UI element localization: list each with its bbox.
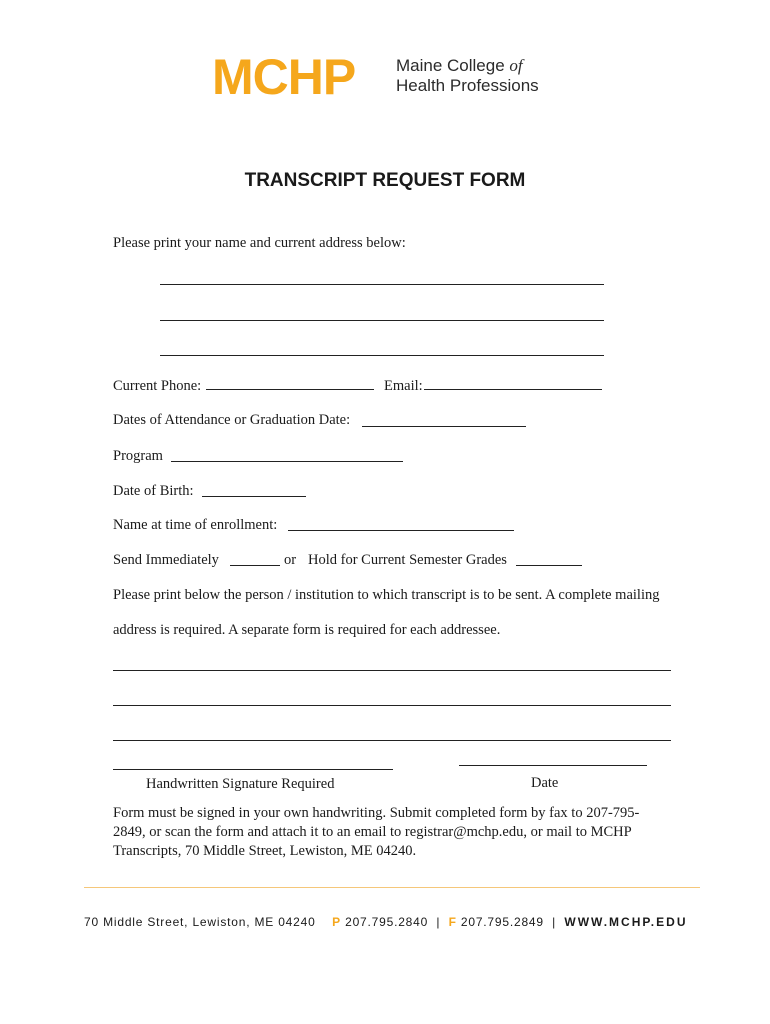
address-line-1[interactable]	[160, 284, 604, 285]
recipient-line-1[interactable]	[113, 670, 671, 671]
dates-field[interactable]	[362, 426, 526, 427]
enrollment-name-label: Name at time of enrollment:	[113, 517, 278, 533]
recipient-instructions-line2: address is required. A separate form is required for each addressee.	[113, 622, 501, 638]
recipient-line-2[interactable]	[113, 705, 671, 706]
address-line-3[interactable]	[160, 355, 604, 356]
recipient-line-3[interactable]	[113, 740, 671, 741]
footer-separator-1: |	[436, 915, 441, 929]
address-line-2[interactable]	[160, 320, 604, 321]
hold-label: Hold for Current Semester Grades	[308, 552, 507, 568]
date-label: Date	[531, 775, 559, 791]
enrollment-name-field[interactable]	[288, 530, 514, 531]
logo-line2: Health Professions	[396, 76, 539, 95]
date-field[interactable]	[459, 765, 647, 766]
signature-field[interactable]	[113, 769, 393, 770]
email-label: Email:	[384, 378, 423, 394]
footer-phone-label: P	[332, 915, 341, 929]
logo-line1: Maine College	[396, 56, 510, 75]
or-label: or	[284, 552, 297, 568]
phone-label: Current Phone:	[113, 378, 202, 394]
footer-fax: 207.795.2849	[460, 915, 544, 929]
footer	[84, 915, 687, 929]
footer-divider	[84, 887, 700, 888]
submission-instructions: Form must be signed in your own handwriting. Submit completed form by fax to 207-795-2849, or scan the form and attach it to an email to registrar@mchp.edu, or mail to MCHP Transcripts, 70 Middle Street, Lewiston, ME 04240.	[113, 805, 640, 859]
dob-field[interactable]	[202, 496, 306, 497]
phone-field[interactable]	[206, 389, 374, 390]
logo-mark: MCHP	[212, 49, 356, 105]
footer-fax-label: F	[448, 915, 457, 929]
footer-phone: 207.795.2840	[345, 915, 429, 929]
footer-address: 70 Middle Street, Lewiston, ME 04240	[84, 915, 316, 929]
footer-website[interactable]: WWW.MCHP.EDU	[564, 915, 688, 929]
dob-label: Date of Birth:	[113, 483, 194, 499]
program-field[interactable]	[171, 461, 403, 462]
hold-field[interactable]	[516, 565, 582, 566]
send-immediately-field[interactable]	[230, 565, 280, 566]
dates-label: Dates of Attendance or Graduation Date:	[113, 412, 351, 428]
logo-wordmark	[396, 56, 539, 96]
page-title: TRANSCRIPT REQUEST FORM	[244, 170, 526, 191]
intro-text: Please print your name and current address below:	[113, 235, 406, 251]
recipient-instructions-line1: Please print below the person / institution to which transcript is to be sent. A complete mailing	[113, 587, 660, 603]
signature-label: Handwritten Signature Required	[146, 776, 335, 792]
logo-of: of	[509, 56, 523, 75]
program-label: Program	[113, 448, 163, 464]
footer-separator-2: |	[552, 915, 557, 929]
email-field[interactable]	[424, 389, 602, 390]
send-immediately-label: Send Immediately	[113, 552, 219, 568]
